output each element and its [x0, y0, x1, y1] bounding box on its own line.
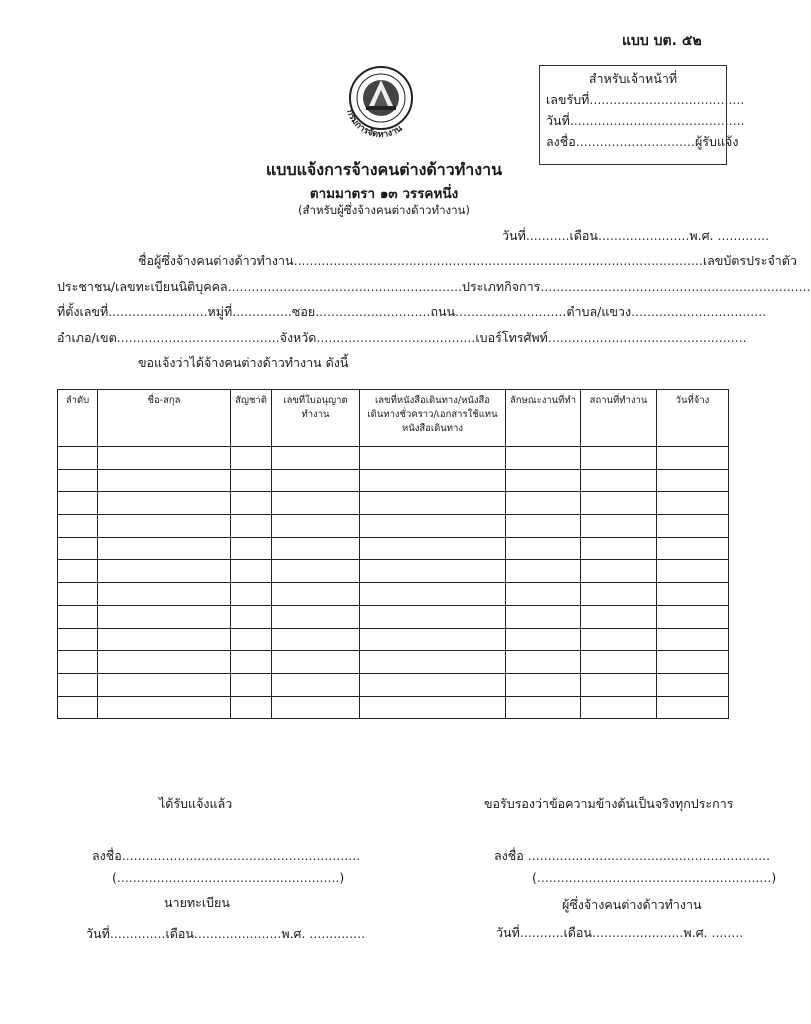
date-line: วันที่...........เดือน.......................พ.ศ. ............. [502, 228, 770, 243]
office-date-label: วันที่ [546, 113, 570, 128]
table-cell[interactable] [581, 469, 657, 492]
employer-id-line: ประชาชน/เลขทะเบียนนิติบุคคล...........................................................ประเภทกิจการ.................................................................... [57, 279, 811, 294]
table-cell[interactable] [506, 673, 581, 696]
table-cell[interactable] [272, 492, 360, 515]
table-cell[interactable] [506, 651, 581, 674]
table-cell[interactable] [98, 469, 231, 492]
table-row [58, 673, 729, 696]
col-hire-date: วันที่จ้าง [657, 390, 729, 447]
table-cell[interactable] [58, 605, 98, 628]
table-cell[interactable] [231, 696, 272, 719]
table-cell[interactable] [506, 447, 581, 470]
office-box-title: สำหรับเจ้าหน้าที่ [588, 71, 678, 86]
table-cell[interactable] [231, 583, 272, 606]
table-cell[interactable] [58, 673, 98, 696]
table-cell[interactable] [58, 492, 98, 515]
col-job: ลักษณะงานที่ทำ [506, 390, 581, 447]
employer-name-line: ชื่อผู้ซึ่งจ้างคนต่างด้าวทำงาน.......................................................................................................เลขบัตรประจำตัว [138, 253, 797, 268]
department-seal-icon [336, 62, 426, 142]
table-cell[interactable] [58, 628, 98, 651]
table-cell[interactable] [231, 628, 272, 651]
table-cell[interactable] [657, 447, 729, 470]
table-cell[interactable] [360, 605, 506, 628]
table-cell[interactable] [58, 515, 98, 538]
col-no: ลำดับ [58, 390, 98, 447]
col-workplace: สถานที่ทำงาน [581, 390, 657, 447]
table-cell[interactable] [657, 628, 729, 651]
table-cell[interactable] [98, 515, 231, 538]
table-cell[interactable] [98, 673, 231, 696]
table-cell[interactable] [98, 696, 231, 719]
certify-label: ขอรับรองว่าข้อความข้างต้นเป็นจริงทุกประการ [484, 796, 734, 811]
intro-text: ขอแจ้งว่าได้จ้างคนต่างด้าวทำงาน ดังนี้ [138, 355, 349, 370]
table-cell[interactable] [272, 583, 360, 606]
table-cell[interactable] [98, 447, 231, 470]
table-cell[interactable] [272, 515, 360, 538]
office-sign-label: ลงชื่อ [546, 134, 576, 149]
table-cell[interactable] [360, 673, 506, 696]
table-cell[interactable] [231, 537, 272, 560]
table-cell[interactable] [360, 583, 506, 606]
table-cell[interactable] [231, 560, 272, 583]
table-cell[interactable] [272, 628, 360, 651]
table-cell[interactable] [58, 651, 98, 674]
receipt-no-label: เลขรับที่ [546, 92, 590, 107]
table-cell[interactable] [657, 560, 729, 583]
table-cell[interactable] [581, 492, 657, 515]
table-cell[interactable] [360, 537, 506, 560]
received-label: ได้รับแจ้งแล้ว [159, 796, 233, 811]
table-cell[interactable] [657, 537, 729, 560]
table-row [58, 605, 729, 628]
table-cell[interactable] [506, 628, 581, 651]
table-cell[interactable] [506, 605, 581, 628]
table-cell[interactable] [506, 696, 581, 719]
table-cell[interactable] [581, 583, 657, 606]
table-cell[interactable] [581, 651, 657, 674]
table-cell[interactable] [98, 605, 231, 628]
table-cell[interactable] [360, 560, 506, 583]
table-cell[interactable] [272, 447, 360, 470]
table-row [58, 560, 729, 583]
table-cell[interactable] [98, 583, 231, 606]
table-header-row [58, 390, 729, 447]
seal-text: กรมการจัดหางาน [344, 108, 405, 141]
table-row [58, 537, 729, 560]
left-sign-name: (........................................................) [112, 870, 345, 885]
table-cell[interactable] [506, 515, 581, 538]
table-cell[interactable] [581, 537, 657, 560]
office-use-box: สำหรับเจ้าหน้าที่ เลขรับที่....................................... วันที่............................................ ลงชื่อ..............................ผู้รับแจ้ง [539, 65, 727, 165]
right-sign-name: (...........................................................) [532, 870, 777, 885]
table-cell[interactable] [360, 515, 506, 538]
receiver-label: ผู้รับแจ้ง [694, 134, 739, 149]
table-cell[interactable] [657, 515, 729, 538]
table-cell[interactable] [98, 651, 231, 674]
table-cell[interactable] [581, 605, 657, 628]
table-cell[interactable] [272, 537, 360, 560]
table-cell[interactable] [506, 469, 581, 492]
employer-sign-label: ผู้ซึ่งจ้างคนต่างด้าวทำงาน [562, 897, 702, 912]
table-cell[interactable] [657, 651, 729, 674]
table-cell[interactable] [581, 628, 657, 651]
table-row [58, 492, 729, 515]
table-cell[interactable] [231, 469, 272, 492]
address-line-2: อำเภอ/เขต.........................................จังหวัด........................................เบอร์โทรศัพท์.................................................. [57, 330, 747, 345]
table-cell[interactable] [231, 492, 272, 515]
table-cell[interactable] [657, 492, 729, 515]
table-row [58, 696, 729, 719]
table-cell[interactable] [581, 515, 657, 538]
table-cell[interactable] [231, 605, 272, 628]
table-cell[interactable] [506, 492, 581, 515]
form-subtitle: ตามมาตรา ๑๓ วรรคหนึ่ง [309, 186, 459, 202]
col-name: ชื่อ-สกุล [98, 390, 231, 447]
table-cell[interactable] [581, 560, 657, 583]
left-sign-line: ลงชื่อ............................................................ [92, 848, 361, 863]
right-sign-line: ลงชื่อ ............................................................. [494, 848, 771, 863]
table-cell[interactable] [506, 560, 581, 583]
table-cell[interactable] [506, 583, 581, 606]
table-cell[interactable] [581, 696, 657, 719]
table-cell[interactable] [231, 673, 272, 696]
table-cell[interactable] [98, 537, 231, 560]
table-cell[interactable] [272, 560, 360, 583]
table-row [58, 628, 729, 651]
table-cell[interactable] [231, 515, 272, 538]
table-cell[interactable] [657, 583, 729, 606]
table-row [58, 447, 729, 470]
table-cell[interactable] [98, 560, 231, 583]
table-cell[interactable] [506, 537, 581, 560]
table-cell[interactable] [272, 673, 360, 696]
table-cell[interactable] [657, 696, 729, 719]
table-cell[interactable] [58, 560, 98, 583]
form-note: (สำหรับผู้ซึ่งจ้างคนต่างด้าวทำงาน) [298, 203, 470, 217]
table-cell[interactable] [657, 469, 729, 492]
registrar-label: นายทะเบียน [164, 895, 230, 910]
col-permit: เลขที่ใบอนุญาต ทำงาน [272, 390, 360, 447]
form-number: แบบ บต. ๕๒ [622, 33, 702, 49]
table-cell[interactable] [581, 673, 657, 696]
table-cell[interactable] [657, 673, 729, 696]
worker-table-body [58, 447, 729, 719]
table-cell[interactable] [360, 651, 506, 674]
table-row [58, 469, 729, 492]
table-cell[interactable] [360, 469, 506, 492]
table-cell[interactable] [98, 492, 231, 515]
table-cell[interactable] [360, 447, 506, 470]
table-cell[interactable] [231, 651, 272, 674]
table-cell[interactable] [272, 605, 360, 628]
table-row [58, 515, 729, 538]
table-cell[interactable] [581, 447, 657, 470]
table-cell[interactable] [98, 628, 231, 651]
left-date-line: วันที่..............เดือน......................พ.ศ. .............. [86, 926, 366, 941]
table-cell[interactable] [58, 469, 98, 492]
table-cell[interactable] [272, 696, 360, 719]
table-row [58, 651, 729, 674]
table-cell[interactable] [657, 605, 729, 628]
table-cell[interactable] [58, 583, 98, 606]
table-cell[interactable] [58, 537, 98, 560]
table-row [58, 583, 729, 606]
worker-table [57, 389, 729, 719]
table-cell[interactable] [58, 447, 98, 470]
address-line-1: ที่ตั้งเลขที่.........................หมู่ที่...............ซอย.............................ถนน............................ตำบล/แขวง.................................. [57, 304, 767, 319]
table-cell[interactable] [360, 696, 506, 719]
table-cell[interactable] [231, 447, 272, 470]
table-cell[interactable] [272, 651, 360, 674]
table-cell[interactable] [360, 492, 506, 515]
table-cell[interactable] [272, 469, 360, 492]
form-title: แบบแจ้งการจ้างคนต่างด้าวทำงาน [265, 160, 502, 179]
col-passport: เลขที่หนังสือเดินทาง/หนังสือ เดินทางชั่วคราว/เอกสารใช้แทน หนังสือเดินทาง [360, 390, 506, 447]
col-nationality: สัญชาติ [231, 390, 272, 447]
right-date-line: วันที่...........เดือน.......................พ.ศ. ........ [496, 925, 744, 940]
table-cell[interactable] [58, 696, 98, 719]
table-cell[interactable] [360, 628, 506, 651]
